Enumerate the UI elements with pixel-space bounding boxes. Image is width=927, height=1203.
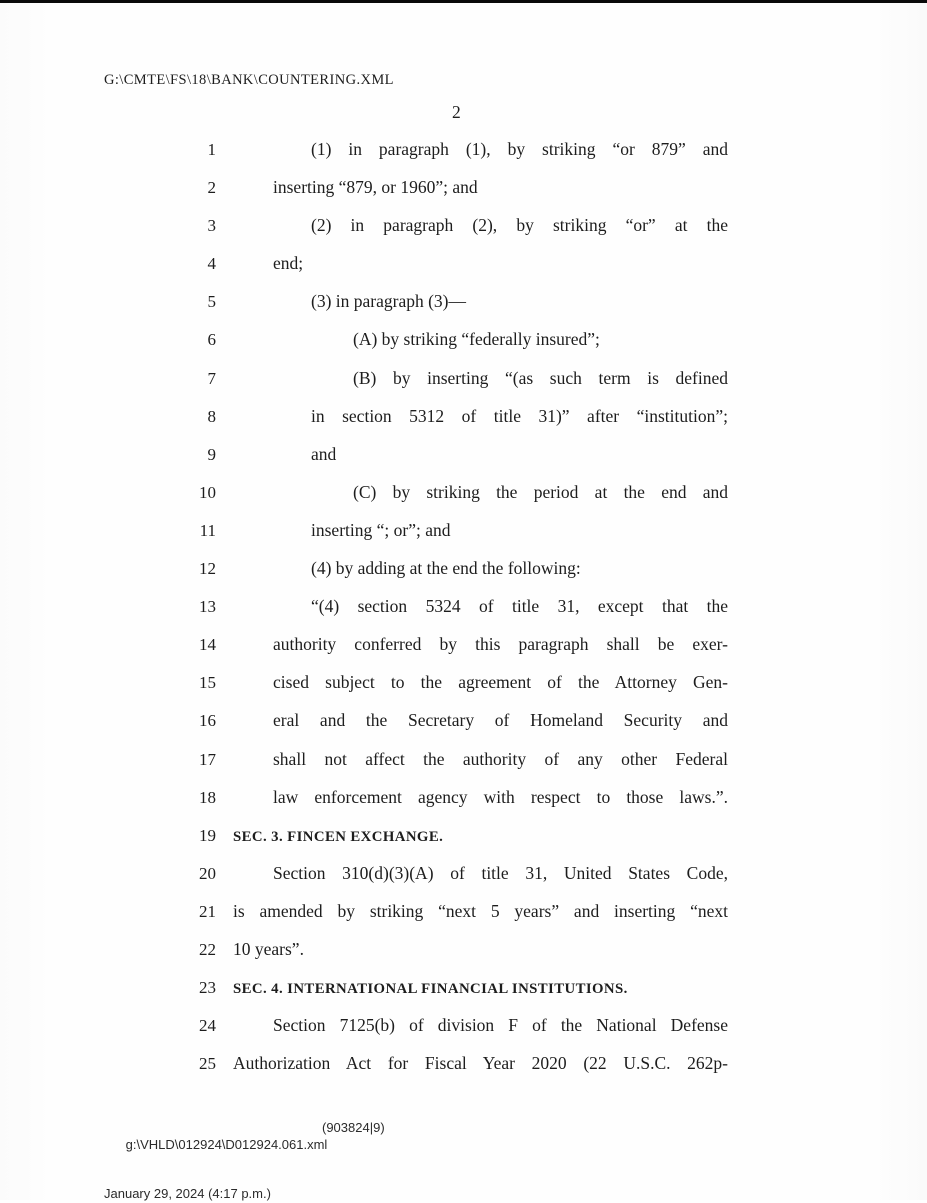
line-text: end; [273, 253, 304, 274]
line-text: (4) by adding at the end the following: [311, 558, 581, 579]
line-number: 23 [199, 978, 216, 998]
line-text: (1) in paragraph (1), by striking “or 879” and [311, 139, 728, 159]
footer-date: January 29, 2024 (4:17 p.m.) [104, 1186, 271, 1201]
bill-line [188, 482, 728, 520]
line-number: 18 [199, 787, 216, 807]
bill-line [188, 368, 728, 406]
bill-line [188, 901, 728, 939]
line-number: 9 [207, 444, 216, 464]
bill-line [188, 1053, 728, 1091]
line-number: 5 [207, 292, 216, 312]
line-text: shall not affect the authority of any other Federal [273, 748, 728, 769]
bill-line [188, 596, 728, 634]
bill-line [188, 825, 728, 863]
line-number: 13 [199, 597, 216, 617]
bill-line [188, 977, 728, 1015]
line-text: (C) by striking the period at the end and [353, 481, 728, 502]
line-text: 10 years”. [233, 938, 304, 959]
bill-line [188, 406, 728, 444]
footer-row [104, 1120, 385, 1186]
line-text: Authorization Act for Fiscal Year 2020 (22 U.S.C. 262p- [233, 1053, 728, 1074]
line-number: 11 [199, 520, 216, 540]
line-number: 19 [199, 825, 216, 845]
bill-line [188, 710, 728, 748]
page-number: 2 [452, 102, 461, 122]
bill-line [188, 634, 728, 672]
bill-line [188, 291, 728, 329]
bill-line [188, 177, 728, 215]
line-number: 2 [207, 178, 216, 198]
line-number: 22 [199, 939, 216, 959]
line-number: 17 [199, 749, 216, 769]
line-text: inserting “879, or 1960”; and [273, 177, 478, 198]
line-number: 21 [199, 901, 216, 921]
line-number: 15 [199, 673, 216, 693]
line-number: 20 [199, 863, 216, 883]
line-number: 16 [199, 711, 216, 731]
line-number: 24 [199, 1016, 216, 1036]
header-file-path: G:\CMTE\FS\18\BANK\COUNTERING.XML [104, 72, 394, 88]
bill-lines [188, 139, 728, 1091]
line-text: (A) by striking “federally insured”; [353, 329, 600, 350]
bill-line [188, 139, 728, 177]
bill-line [188, 558, 728, 596]
line-text: Section 7125(b) of division F of the National Defense [273, 1015, 728, 1036]
line-text: law enforcement agency with respect to those laws.”. [273, 786, 728, 807]
line-text: (B) by inserting “(as such term is defined [353, 367, 728, 388]
line-text: inserting “; or”; and [311, 519, 451, 540]
line-text: SEC. 4. INTERNATIONAL FINANCIAL INSTITUTIONS. [233, 981, 628, 998]
line-text: authority conferred by this paragraph shall be exer- [273, 634, 728, 655]
line-text: and [311, 443, 337, 464]
line-number: 8 [207, 406, 216, 426]
bill-line [188, 863, 728, 901]
bill-line [188, 444, 728, 482]
line-text: eral and the Secretary of Homeland Security and [273, 710, 728, 731]
line-number: 12 [199, 559, 216, 579]
bill-line [188, 329, 728, 367]
line-text: SEC. 3. FINCEN EXCHANGE. [233, 828, 444, 845]
line-text: cised subject to the agreement of the Attorney Gen- [273, 672, 728, 693]
bill-line [188, 215, 728, 253]
bill-line [188, 939, 728, 977]
bill-line [188, 253, 728, 291]
line-text: is amended by striking “next 5 years” and inserting “next [233, 900, 728, 921]
line-number: 4 [207, 254, 216, 274]
bill-line [188, 672, 728, 710]
footer-file-path: g:\VHLD\012924\D012924.061.xml [125, 1136, 328, 1152]
line-text: in section 5312 of title 31)” after “institution”; [311, 405, 728, 426]
footer [104, 1120, 385, 1203]
scan-edge-line [0, 0, 927, 3]
bill-line [188, 520, 728, 558]
footer-doc-id: (903824|9) [322, 1120, 385, 1135]
line-number: 3 [207, 216, 216, 236]
line-number: 14 [199, 635, 216, 655]
line-number: 6 [207, 330, 216, 350]
line-text: (3) in paragraph (3)— [311, 291, 467, 312]
line-text: Section 310(d)(3)(A) of title 31, United States Code, [273, 862, 728, 883]
line-number: 25 [199, 1054, 216, 1074]
bill-line [188, 787, 728, 825]
bill-line [188, 1015, 728, 1053]
line-text: (2) in paragraph (2), by striking “or” at the [311, 215, 728, 236]
bill-line [188, 749, 728, 787]
line-number: 7 [207, 368, 216, 388]
line-number: 10 [199, 482, 216, 502]
line-text: “(4) section 5324 of title 31, except that the [311, 596, 728, 617]
line-number: 1 [207, 140, 216, 159]
